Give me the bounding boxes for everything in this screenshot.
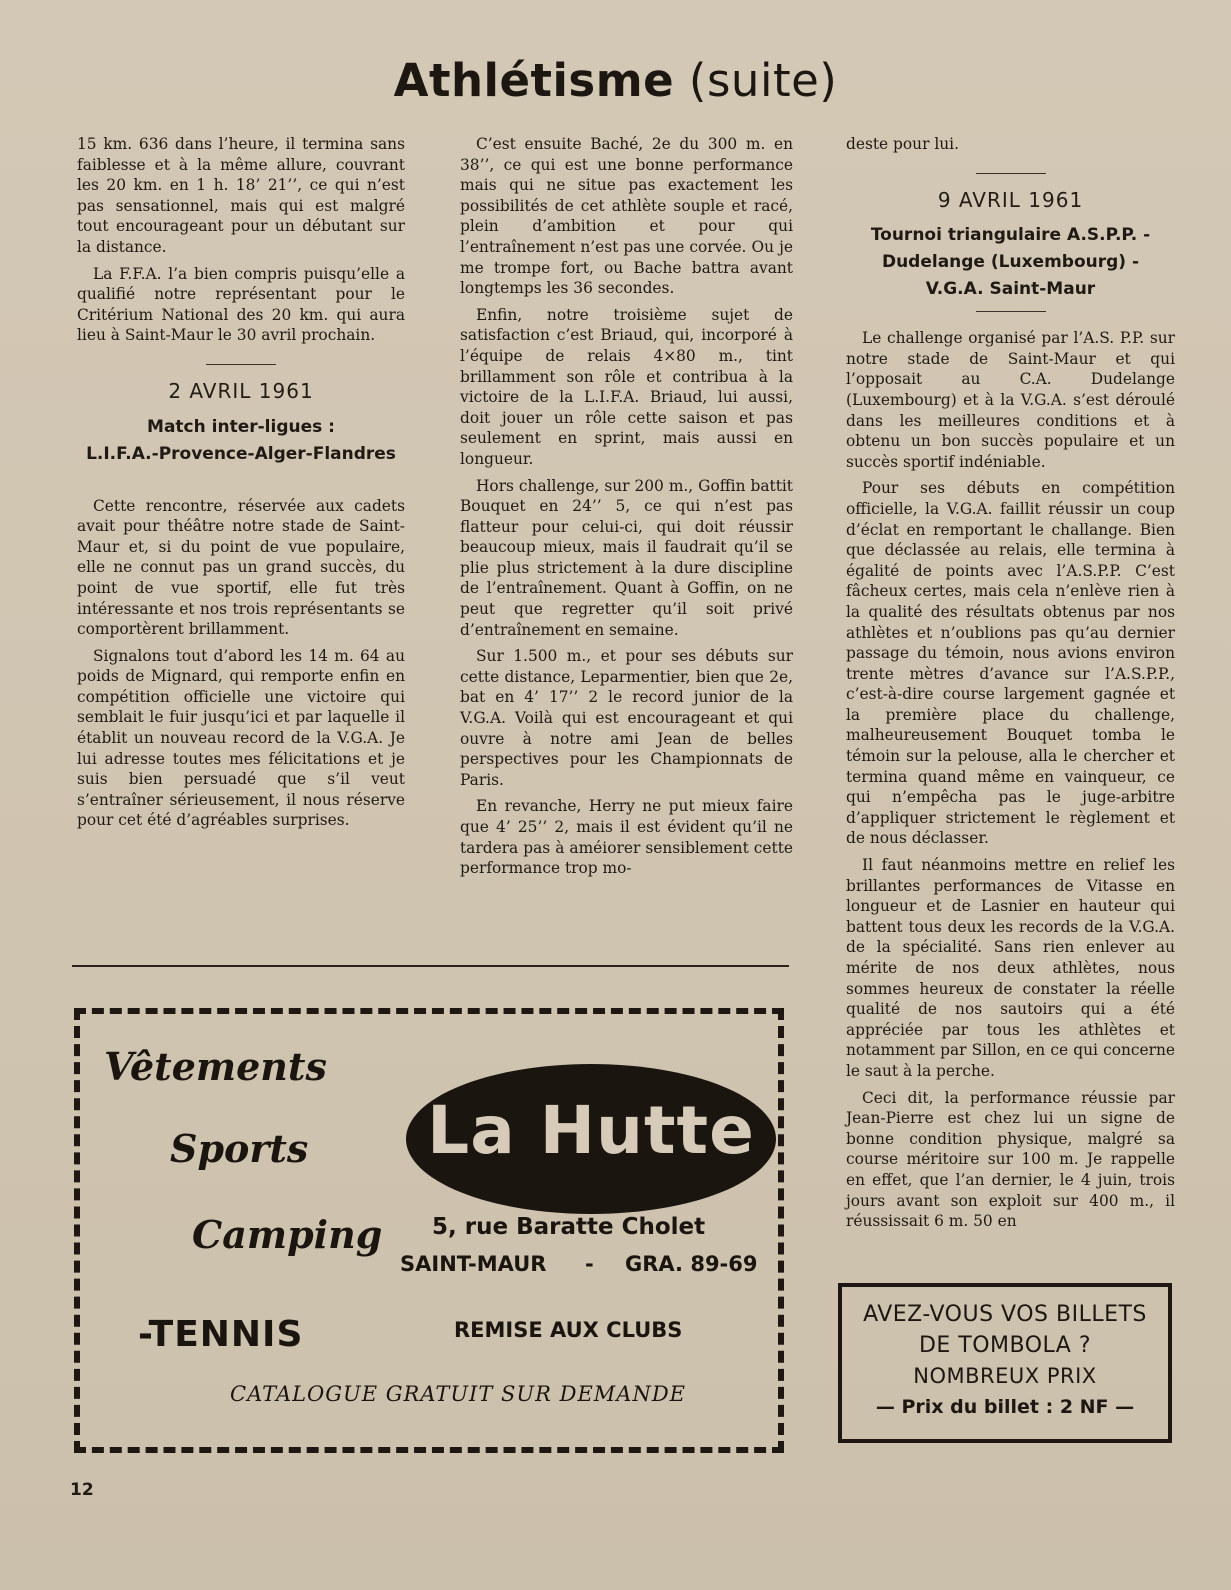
col3-paragraph-1: Le challenge organisé par l’A.S. P.P. sur notre stade de Saint-Maur et qui l’opposait au C.A. Dudelange (Luxembourg) et à la V.G.A. s’est déroulé dans les meilleures conditions et à obtenu un bon succès populaire et un succès sportif indéniable. — [846, 329, 1175, 471]
page-number: 12 — [70, 1480, 94, 1500]
col1-paragraph-2: La F.F.A. l’a bien compris puisqu’elle a qualifié notre représentant pour le Critérium National des 20 km. qui aura lieu à Saint-Maur le 30 avril prochain. — [77, 264, 405, 345]
col2-paragraph-2: Enfin, notre troisième sujet de satisfaction c’est Briaud, qui, incorporé à l’équipe de relais 4×80 m., tint brillamment son rôle et contribua à la victoire de la L.I.F.A. Briaud, lui aussi, doit jouer un rôle cette saison et pas seulement en sprint, mais aussi en longueur. — [460, 305, 793, 468]
tombola-line-2: DE TOMBOLA ? — [918, 1333, 1092, 1358]
ad-phone: GRA. 89-69 — [625, 1252, 758, 1276]
col2-paragraph-1: C’est ensuite Baché, 2e du 300 m. en 38’’, ce qui est une bonne performance mais qui ne situe pas exactement les possibilités de cet athlète souple et racé, plein d’ambition et pour qui l’entraînement n’est pas une corvée. Ou je me trompe fort, ou Bache battra avant longtemps les 36 secondes. — [460, 135, 793, 298]
section-divider — [976, 173, 1046, 174]
tombola-line-1: AVEZ-VOUS VOS BILLETS — [863, 1302, 1147, 1327]
column-2 — [460, 134, 793, 885]
tombola-line-3: NOMBREUX PRIX — [913, 1364, 1097, 1388]
section-divider — [976, 311, 1046, 312]
col3-paragraph-0: deste pour lui. — [846, 135, 959, 153]
heading-line-1: Match inter-ligues : — [147, 416, 335, 437]
tombola-line-4: — Prix du billet : 2 NF — — [875, 1396, 1135, 1418]
ad-catalog: CATALOGUE GRATUIT SUR DEMANDE — [230, 1382, 686, 1406]
heading-line-3: V.G.A. Saint-Maur — [925, 279, 1096, 300]
section-date: 9 AVRIL 1961 — [937, 187, 1084, 212]
column-1 — [77, 134, 405, 837]
col3-paragraph-2: Pour ses débuts en compétition officielle, la V.G.A. faillit réussir un coup d’éclat en remportant le challange. Bien que déclassée au relais, elle termina à égalité de points avec l’A.S.P.P. C’est fâcheux certes, mais cela n’enlève rien à la qualité des résultats obtenus par nos athlètes et n’oublions pas qu’au dernier passage du témoin, nous avions environ trente mètres d’avance sur l’A.S.P.P., c’est-à-dire course largement gagnée et la première place du challenge, malheureusement Bouquet tomba le témoin sur la pelouse, alla le chercher et termina quand même en vainqueur, ce qui n’empêcha pas le juge-arbitre d’appliquer strictement le règlement et de nous déclasser. — [846, 479, 1175, 848]
heading-line-2: Dudelange (Luxembourg) - — [881, 252, 1140, 273]
ad-city: SAINT-MAUR — [400, 1252, 547, 1276]
col2-paragraph-3: Hors challenge, sur 200 m., Goffin battit Bouquet en 24’’ 5, ce qui n’est pas flatteur pour celui-ci, qui doit réussir beaucoup mieux, mais il faudrait qu’il se plie plus strictement à la dure discipline de l’entraînement. Quant à Goffin, on ne peut que regretter qu’il soit privé d’entraînement en semaine. — [460, 476, 793, 639]
ad-address: 5, rue Baratte Cholet — [432, 1214, 706, 1240]
heading-line-1: Tournoi triangulaire A.S.P.P. - — [870, 225, 1151, 246]
ad-word-camping: Camping — [192, 1212, 383, 1257]
brand-logo-text: La Hutte — [427, 1092, 755, 1169]
section-date: 2 AVRIL 1961 — [168, 378, 314, 403]
la-hutte-advertisement — [74, 1008, 784, 1453]
ad-word-sports: Sports — [170, 1126, 309, 1171]
tombola-box — [838, 1283, 1172, 1443]
col3-paragraph-3: Il faut néanmoins mettre en relief les brillantes performances de Vitasse en longueur et de Lasnier en hauteur qui battent tous deux les records de la V.G.A. de la spécialité. Sans rien enlever au mérite de nos deux athlètes, nous sommes heureux de constater la réelle qualité de nos sautoirs qui a été appréciée par tous les athlètes et notamment par Sillon, en ce qui concerne le saut à la perche. — [846, 856, 1175, 1080]
title-suffix: (suite) — [688, 54, 838, 107]
ad-word-tennis: -TENNIS — [138, 1314, 304, 1355]
ad-club-discount: REMISE AUX CLUBS — [454, 1318, 683, 1342]
ad-dash: - — [585, 1252, 594, 1276]
section-heading — [846, 222, 1175, 303]
col1-paragraph-3: Cette rencontre, réservée aux cadets avait pour théâtre notre stade de Saint-Maur et, si du point de vue populaire, elle ne connut pas un grand succès, du point de vue sportif, elle fut très intéressante et nos trois représentants se comportèrent brillamment. — [77, 496, 405, 639]
col1-paragraph-1: 15 km. 636 dans l’heure, il termina sans faiblesse et à la même allure, couvrant les 20 km. en 1 h. 18’ 21’’, ce qui n’est pas sensationnel, mais qui est malgré tout encourageant pour un débutant sur la distance. — [77, 135, 405, 256]
section-divider — [206, 364, 276, 365]
page-title — [0, 54, 1231, 107]
col2-paragraph-5: En revanche, Herry ne put mieux faire que 4’ 25’’ 2, mais il est évident qu’il ne tardera pas à améiorer sensiblement cette performance trop mo- — [460, 797, 793, 878]
heading-line-2: L.I.F.A.-Provence-Alger-Flandres — [86, 443, 396, 464]
horizontal-rule — [72, 965, 789, 967]
col2-paragraph-4: Sur 1.500 m., et pour ses débuts sur cette distance, Leparmentier, bien que 2e, bat en 4’ 17’’ 2 le record junior de la V.G.A. Voilà qui est encourageant et qui ouvre à notre ami Jean de belles perspectives pour les Championnats de Paris. — [460, 647, 793, 789]
column-3 — [846, 134, 1175, 1238]
section-heading — [77, 414, 405, 468]
title-main: Athlétisme — [393, 54, 675, 107]
col1-paragraph-4: Signalons tout d’abord les 14 m. 64 au poids de Mignard, qui remporte enfin en compétition officielle une victoire qui semblait le fuir jusqu’ici et par laquelle il établit un nouveau record de la V.G.A. Je lui adresse toutes mes félicitations et je suis bien persuadé que s’il veut s’entraîner sérieusement, il nous réserve pour cet été d’agréables surprises. — [77, 646, 405, 830]
col3-paragraph-4: Ceci dit, la performance réussie par Jean-Pierre est chez lui un signe de bonne condition physique, malgré sa course méritoire sur 100 m. Je rappelle en effet, que l’an dernier, le 4 juin, trois jours avant son exploit sur 400 m., il réussissait 6 m. 50 en — [846, 1088, 1175, 1231]
ad-word-vetements: Vêtements — [104, 1044, 327, 1089]
